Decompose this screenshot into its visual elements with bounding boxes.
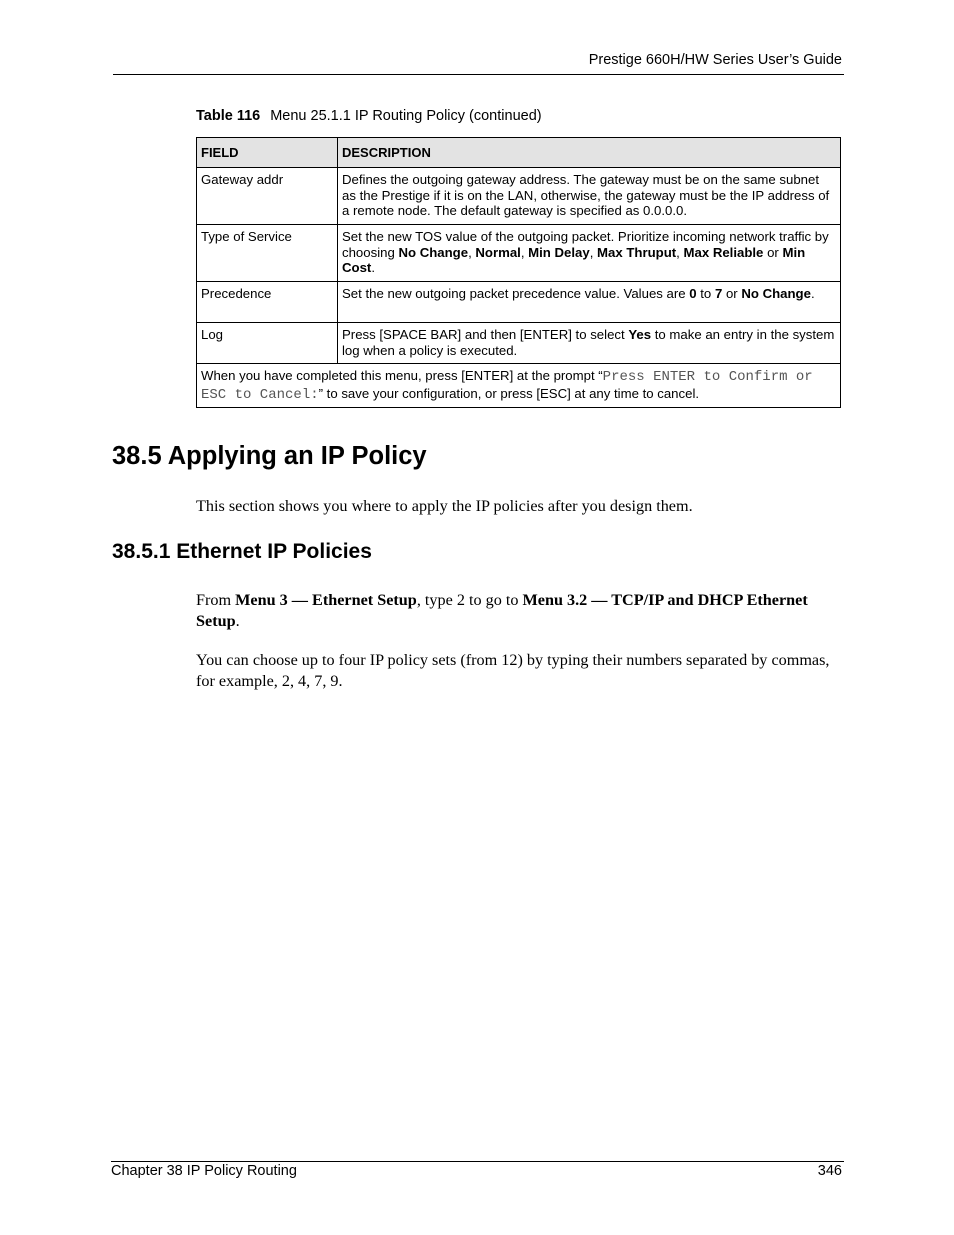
option-min-delay: Min Delay: [528, 244, 590, 260]
chapter-title: Chapter 38 IP Policy Routing: [111, 1163, 297, 1179]
description-cell: [338, 225, 841, 282]
section-intro: This section shows you where to apply the IP policies after you design them.: [196, 497, 693, 515]
description-cell: [338, 282, 841, 323]
period: .: [810, 286, 815, 301]
option-yes: Yes: [628, 327, 652, 342]
description-text: Set the new outgoing packet precedence value. Values are: [342, 286, 690, 301]
navigation-paragraph: [196, 590, 846, 631]
option-min-cost: Min Cost: [342, 244, 806, 275]
section-heading: 38.5 Applying an IP Policy: [112, 442, 427, 470]
separator: ,: [468, 244, 476, 260]
guide-title: Prestige 660H/HW Series User’s Guide: [588, 52, 842, 68]
description-cell: [338, 323, 841, 364]
table-row: [197, 323, 841, 364]
table-title: Menu 25.1.1 IP Routing Policy (continued): [270, 108, 542, 124]
paragraph-text: , type 2 to go to: [416, 591, 523, 609]
table-footer-note: [197, 364, 841, 408]
paragraph-text: From: [196, 591, 236, 609]
period: .: [371, 260, 375, 275]
table-footer-row: [197, 364, 841, 408]
footer-text: ” to save your configuration, or press [ESC] at any time to cancel.: [318, 385, 700, 401]
field-cell: Precedence: [197, 282, 338, 323]
prompt-text: Press ENTER to Confirm or ESC to Cancel:: [201, 369, 813, 403]
policy-sets-paragraph: You can choose up to four IP policy sets (from 12) by typing their numbers separated by commas, for example, 2, 4, 7, 9.: [196, 651, 830, 690]
table-row: [197, 282, 841, 323]
table-header-row: [197, 138, 841, 168]
separator: ,: [589, 244, 598, 260]
page-number: 346: [817, 1163, 842, 1179]
menu-reference: Menu 3.2 — TCP/IP and DHCP Ethernet Setup: [196, 591, 808, 630]
option-normal: Normal: [475, 244, 521, 260]
option-no-change: No Change: [398, 244, 469, 260]
footer-text: When you have completed this menu, press [ENTER] at the prompt “: [201, 368, 603, 383]
description-text: Press [SPACE BAR] and then [ENTER] to select: [342, 327, 629, 342]
value-high: 7: [714, 286, 723, 301]
option-no-change: No Change: [741, 286, 811, 301]
column-header-description: DESCRIPTION: [338, 138, 841, 168]
description-cell: Defines the outgoing gateway address. The gateway must be on the same subnet as the Prestige if it is on the LAN, otherwise, the gateway must be the IP address of a remote node. The default gateway is specified as 0.0.0.0.: [338, 168, 841, 225]
table-row: [197, 225, 841, 282]
period: .: [235, 611, 240, 630]
separator: ,: [520, 244, 529, 260]
running-header: [113, 52, 844, 75]
connector: to: [696, 286, 715, 301]
option-max-reliable: Max Reliable: [683, 244, 764, 260]
connector: or: [722, 286, 742, 301]
value-low: 0: [689, 286, 697, 301]
menu-reference: Menu 3 — Ethernet Setup: [235, 591, 417, 609]
routing-policy-table: [196, 137, 841, 408]
field-cell: Gateway addr: [197, 168, 338, 225]
column-header-field: FIELD: [197, 138, 338, 168]
subsection-heading: 38.5.1 Ethernet IP Policies: [112, 540, 372, 563]
description-text: Set the new TOS value of the outgoing packet. Prioritize incoming network traffic by choosing: [342, 229, 829, 260]
field-cell: Log: [197, 323, 338, 364]
separator: ,: [676, 244, 684, 260]
separator: or: [763, 244, 783, 260]
field-cell: Type of Service: [197, 225, 338, 282]
table-row: [197, 168, 841, 225]
table-number: Table 116: [196, 108, 261, 124]
running-footer: [111, 1161, 844, 1184]
option-max-thruput: Max Thruput: [597, 244, 677, 260]
table-caption: [196, 108, 542, 124]
description-text: to make an entry in the system log when a policy is executed.: [342, 327, 835, 358]
